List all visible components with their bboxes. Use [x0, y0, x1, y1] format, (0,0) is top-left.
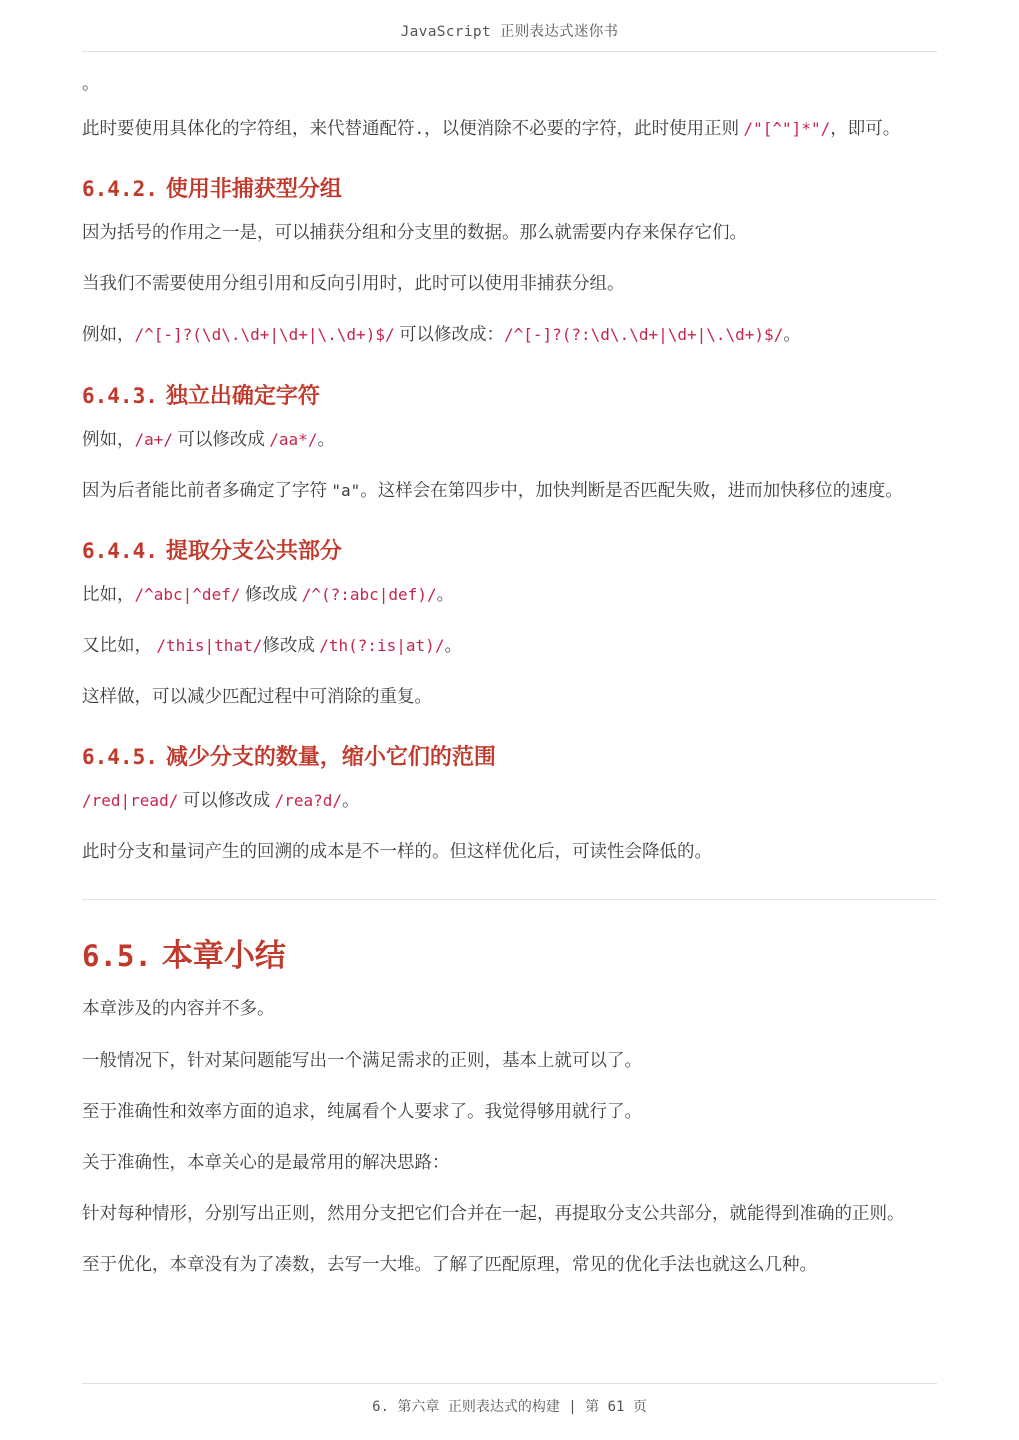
s643-p1-middle: 可以修改成 [173, 428, 270, 449]
section-65-para-5: 针对每种情形，分别写出正则，然用分支把它们合并在一起，再提取分支公共部分，就能得到准确的正则。 [82, 1202, 905, 1223]
section-65-para-6: 至于优化，本章没有为了凑数，去写一大堆。了解了匹配原理，常见的优化手法也就这么几种。 [82, 1254, 817, 1274]
heading-6-4-2-title: 使用非捕获型分组 [165, 176, 342, 202]
s644-p2-after: 。 [444, 634, 462, 655]
s645-code-1: /red|read/ [82, 791, 179, 811]
intro-text-after: ，即可。 [830, 118, 901, 138]
heading-6-4-4-number: 6.4.4. [82, 538, 158, 563]
s644-code-1: /^abc|^def/ [134, 584, 241, 604]
s644-p1-middle: 修改成 [240, 583, 302, 604]
heading-6-5-title: 本章小结 [161, 938, 286, 974]
s644-p2-middle: 修改成 [262, 634, 320, 655]
s643-code-a: "a" [331, 480, 361, 500]
s644-code-4: /th(?:is|at)/ [319, 635, 445, 655]
s642-code-1: /^[-]?(\d\.\d+|\d+|\.\d+)$/ [134, 325, 395, 345]
s644-p2-before: 又比如， [82, 634, 157, 655]
s642-p3-after: 。 [783, 324, 801, 345]
page-footer [82, 1383, 937, 1416]
heading-6-4-3 [82, 379, 937, 410]
section-65-para-3: 至于准确性和效率方面的追求，纯属看个人要求了。我觉得够用就行了。 [82, 1100, 642, 1121]
section-642-para-3 [82, 321, 937, 348]
intro-text-before: 此时要使用具体化的字符组，来代替通配符 [82, 118, 415, 138]
heading-6-4-4-title: 提取分支公共部分 [165, 537, 342, 563]
section-65-para-2: 一般情况下，针对某问题能写出一个满足需求的正则，基本上就可以了。 [82, 1049, 642, 1070]
heading-6-5-number: 6.5. [82, 939, 152, 974]
intro-text-middle: ，以便消除不必要的字符，此时使用正则 [424, 118, 744, 138]
section-642-para-2: 当我们不需要使用分组引用和反向引用时，此时可以使用非捕获分组。 [82, 273, 625, 294]
heading-6-4-5 [82, 740, 937, 771]
s642-p3-middle: 可以修改成： [394, 324, 504, 345]
section-65-para-1: 本章涉及的内容并不多。 [82, 998, 275, 1019]
heading-6-4-5-number: 6.4.5. [82, 745, 158, 770]
heading-6-4-3-title: 独立出确定字符 [165, 382, 320, 408]
heading-6-4-5-title: 减少分支的数量，缩小它们的范围 [165, 744, 496, 770]
s645-p1-after: 。 [342, 790, 360, 811]
heading-6-4-3-number: 6.4.3. [82, 383, 158, 408]
s644-code-2: /^(?:abc|def)/ [301, 584, 437, 604]
s643-p1-before: 例如， [82, 428, 135, 449]
section-643-para-1 [82, 426, 937, 453]
s645-p1-middle: 可以修改成 [178, 790, 275, 811]
s642-code-2: /^[-]?(?:\d\.\d+|\d+|\.\d+)$/ [503, 325, 784, 345]
s643-p1-after: 。 [317, 428, 335, 449]
section-644-para-2 [82, 632, 937, 659]
section-643-para-2 [82, 477, 937, 504]
s645-code-2: /rea?d/ [274, 791, 343, 811]
page-header [82, 0, 937, 52]
s644-p1-after: 。 [436, 583, 455, 604]
s643-p2-before: 因为后者能比前者多确定了字符 [82, 479, 332, 500]
heading-6-4-2 [82, 172, 937, 203]
intro-paragraph [82, 115, 937, 142]
s643-code-2: /aa*/ [269, 429, 318, 449]
s643-code-1: /a+/ [134, 429, 174, 449]
section-divider [82, 899, 937, 900]
section-644-para-3: 这样做，可以减少匹配过程中可消除的重复。 [82, 686, 432, 706]
heading-6-4-2-number: 6.4.2. [82, 177, 158, 202]
intro-code-dot: . [414, 119, 425, 138]
footer-text: 6. 第六章 正则表达式的构建 | 第 61 页 [372, 1399, 647, 1415]
s642-p3-before: 例如， [82, 324, 135, 345]
section-65-para-4: 关于准确性，本章关心的是最常用的解决思路： [82, 1151, 450, 1172]
section-645-para-2: 此时分支和量词产生的回溯的成本是不一样的。但这样优化后，可读性会降低的。 [82, 841, 712, 862]
s644-p1-before: 比如， [82, 583, 135, 604]
section-642-para-1: 因为括号的作用之一是，可以捕获分组和分支里的数据。那么就需要内存来保存它们。 [82, 222, 747, 243]
page-content [82, 52, 937, 1278]
heading-6-5 [82, 930, 937, 975]
intro-code-regex: /"[^"]*"/ [743, 119, 831, 138]
s643-p2-after: 。这样会在第四步中，加快判断是否匹配失败，进而加快移位的速度。 [360, 479, 903, 500]
heading-6-4-4 [82, 534, 937, 565]
orphan-punctuation: 。 [82, 73, 100, 93]
s644-code-3: /this|that/ [156, 635, 263, 655]
section-645-para-1 [82, 787, 937, 814]
section-644-para-1 [82, 581, 937, 608]
book-title: JavaScript 正则表达式迷你书 [400, 24, 619, 40]
